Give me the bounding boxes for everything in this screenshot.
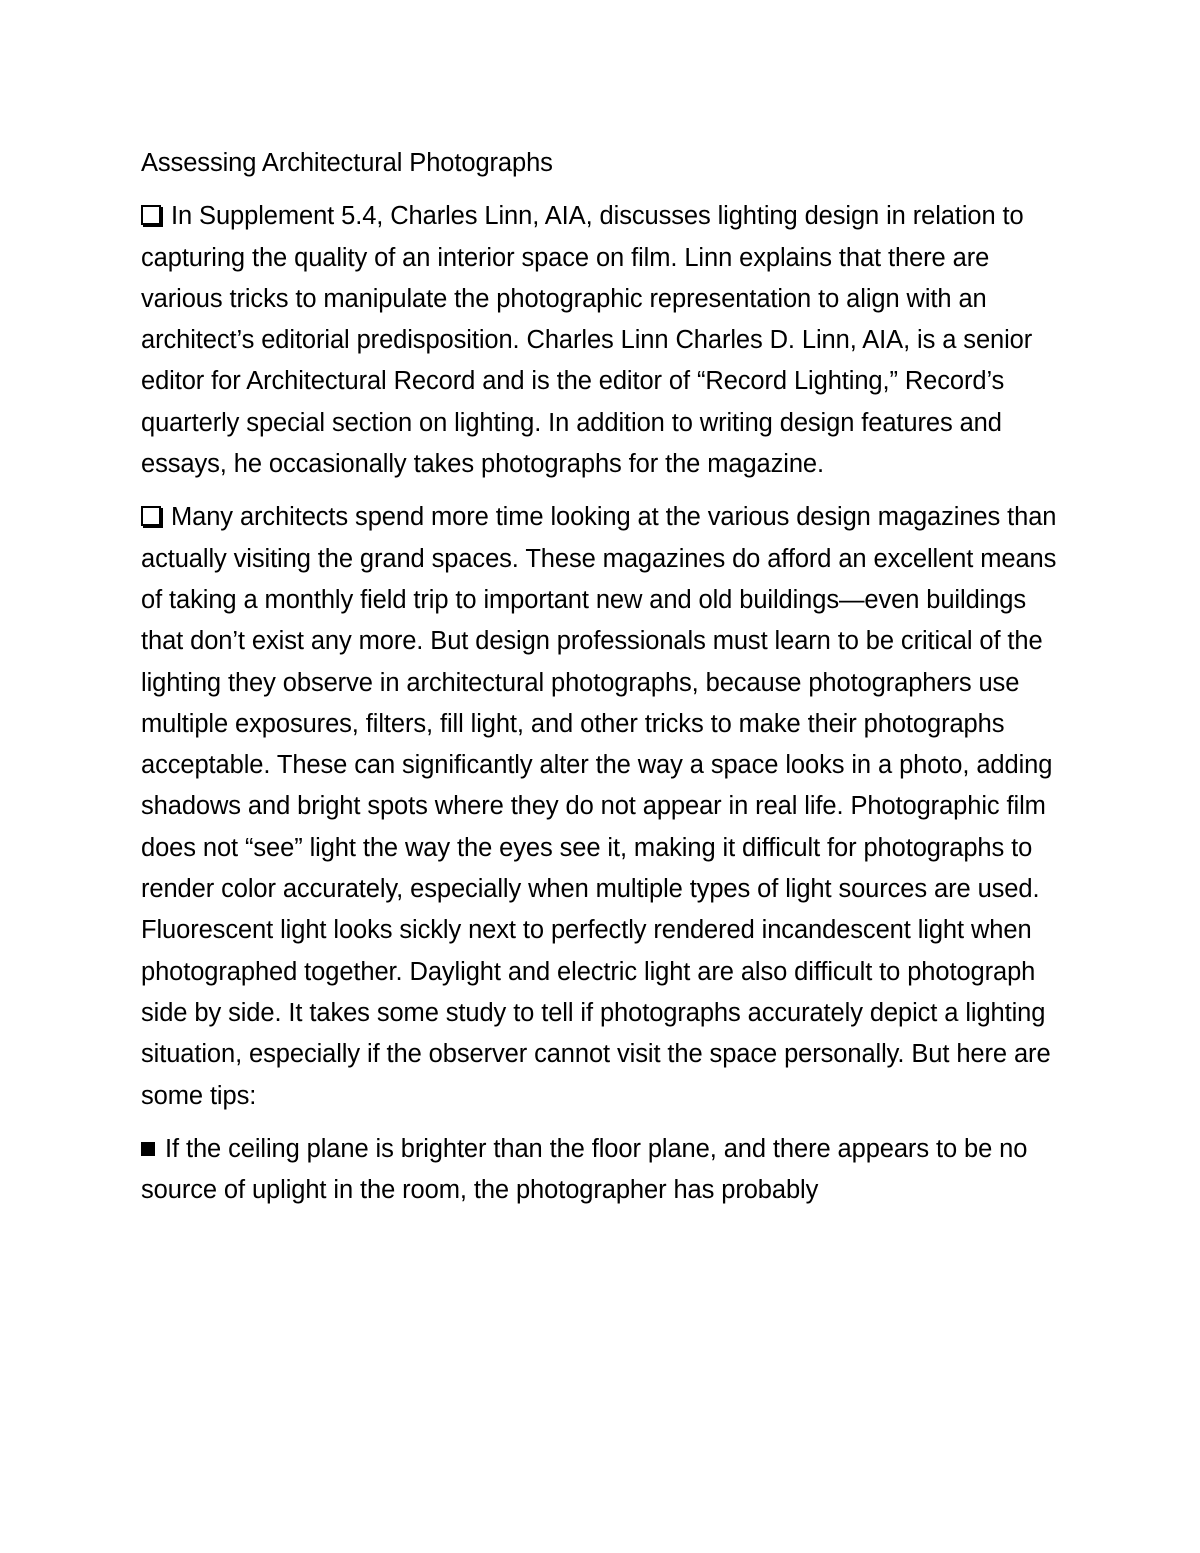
checkbox-icon: [141, 506, 161, 526]
paragraph-supplement: [141, 196, 1061, 485]
paragraph-magazines: [141, 497, 1061, 1116]
document-title: Assessing Architectural Photographs: [141, 149, 553, 177]
paragraph-text: In Supplement 5.4, Charles Linn, AIA, discusses lighting design in relation to capturing the quality of an interior space on film. Linn explains that there are various tricks to manipulate the photographic representation to align with an architect’s editorial predisposition. Charles Linn Charles D. Linn, AIA, is a senior editor for Architectural Record and is the editor of “Record Lighting,” Record’s quarterly special section on lighting. In addition to writing design features and essays, he occasionally takes photographs for the magazine.: [141, 202, 1033, 479]
paragraph-text: If the ceiling plane is brighter than the floor plane, and there appears to be no source of uplight in the room, the photographer has probably: [141, 1134, 1028, 1205]
checkbox-icon: [141, 205, 161, 225]
paragraph-tip: [141, 1129, 1061, 1212]
document-page: [141, 143, 1061, 1223]
paragraph-text: Many architects spend more time looking at the various design magazines than actually visiting the grand spaces. These magazines do afford an excellent means of taking a monthly field trip to important new and old buildings—even buildings that don’t exist any more. But design professionals must learn to be critical of the lighting they observe in architectural photographs, because photographers use multiple exposures, filters, fill light, and other tricks to make their photographs acceptable. These can significantly alter the way a space looks in a photo, adding shadows and bright spots where they do not appear in real life. Photographic film does not “see” light the way the eyes see it, making it difficult for photographs to render color accurately, especially when multiple types of light sources are used. Fluorescent light looks sickly next to perfectly rendered incandescent light when photographed together. Daylight and electric light are also difficult to photograph side by side. It takes some study to tell if photographs accurately depict a lighting situation, especially if the observer cannot visit the space personally. But here are some tips:: [141, 503, 1057, 1110]
square-bullet-icon: [141, 1142, 155, 1156]
